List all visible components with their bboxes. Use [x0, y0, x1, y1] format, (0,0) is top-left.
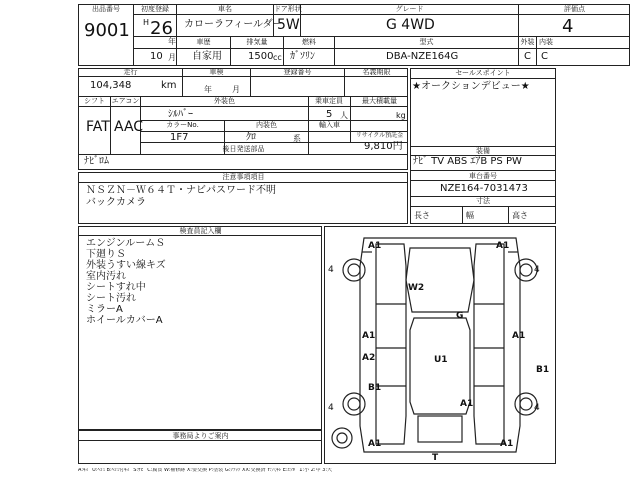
colorno-label: カラーNo.	[166, 121, 199, 129]
type-value: 自家用	[192, 51, 222, 62]
cc-label: 排気量	[246, 38, 268, 46]
mark-num-left-bot: 4	[328, 403, 334, 413]
color-label: 外装色	[214, 97, 235, 105]
len-label: 長さ	[414, 211, 430, 220]
inspector-note: ミラーA	[86, 304, 123, 315]
tax-value: 9,810円	[364, 141, 403, 152]
lot-number: 9001	[84, 20, 130, 41]
car-name: カローラフィールダー	[184, 19, 283, 30]
inspection-label: 車検	[209, 68, 224, 76]
lot-label: 出品番号	[92, 5, 120, 13]
office-label: 事務局よりご案内	[172, 432, 229, 440]
doors-label: ドア形状	[274, 5, 302, 13]
model-value: DBA-NZE164G	[386, 51, 459, 62]
intcolor-value: ｸﾛ	[246, 132, 256, 143]
type-label: 車歴	[196, 38, 211, 46]
ext-grade: C	[524, 51, 531, 62]
mark-num-right-bot: 4	[534, 403, 540, 413]
inspector-note: 室内汚れ	[86, 271, 126, 282]
later-label: 後日発送部品	[222, 145, 265, 153]
mark-num-right-top: 4	[534, 265, 540, 275]
seats-label: 乗車定員	[315, 97, 343, 105]
insp-year: 年	[204, 85, 212, 94]
mark-a1-ml: A1	[362, 331, 376, 341]
inspector-note: シートすれ中	[86, 282, 146, 293]
mark-a1-tr: A1	[496, 241, 510, 251]
sales-point: ★オークションデビュー★	[412, 81, 530, 92]
doors-value: 5W	[277, 17, 300, 33]
shift-value: FAT	[86, 119, 110, 135]
grade-label: グレード	[395, 5, 424, 13]
cc-unit: cc	[273, 53, 282, 62]
inspector-note: シート汚れ	[86, 293, 136, 304]
mark-w2: W2	[408, 283, 425, 293]
tax-label: リサイクル預託金	[355, 132, 404, 139]
equip-value: ﾅﾋﾞ TV ABS ｴｱB PS PW	[413, 156, 522, 167]
era: H	[143, 18, 150, 27]
frame-label: 車台番号	[469, 172, 497, 180]
regno-label: 登録番号	[283, 68, 312, 76]
wid-label: 幅	[466, 211, 474, 220]
int-grade: C	[541, 51, 548, 62]
inspector-label: 検査員記入欄	[179, 227, 222, 235]
seats-unit: 人	[340, 111, 348, 120]
mark-a1-mr: A1	[512, 331, 526, 341]
mark-a1-br: A1	[500, 439, 514, 449]
seats-value: 5	[326, 109, 333, 120]
caution-label: 注意事項項目	[222, 173, 265, 181]
reg-year: 26	[150, 18, 173, 39]
inspector-note: 下廻りＳ	[86, 249, 126, 260]
ext-label: 外装	[520, 38, 535, 46]
dims-label: 寸法	[476, 197, 490, 205]
import-unit: 系	[293, 134, 301, 143]
cc-value: 1500	[248, 51, 274, 62]
owner-label: 名義期限	[362, 68, 391, 76]
mark-a1-bm: A1	[460, 399, 474, 409]
import-label: 輸入車	[319, 121, 340, 129]
model-label: 型式	[419, 38, 434, 46]
mark-a1-bl: A1	[368, 439, 382, 449]
inspector-note: ホイールカバーA	[86, 315, 163, 326]
mark-u1: U1	[434, 355, 448, 365]
frame-value: NZE164-7031473	[440, 183, 528, 194]
inspector-note: エンジンルームＳ	[86, 238, 166, 249]
first-reg-label: 初度登録	[141, 5, 169, 13]
intcolor-label: 内装色	[256, 121, 277, 129]
inspector-note: 外装うすい線キズ	[86, 260, 166, 271]
colorno-value: 1F7	[170, 132, 189, 143]
mileage-unit: km	[161, 80, 177, 91]
mark-a1-tl: A1	[368, 241, 382, 251]
legend: A:ｷｽﾞ U:ﾍｺﾐ B:ﾍｺﾐ付ｷｽﾞ S:ｻﾋﾞ C:腐食 W:補修跡 X:要交換 P:塗装 G:ｸﾗｯｸ XX:交換済 Y:穴ｷﾚ E:ｴｸﾎﾞ 1:小 2:中 3:大	[78, 468, 333, 473]
grade-value: G 4WD	[386, 17, 435, 33]
mileage-label: 走行	[123, 68, 138, 76]
hei-label: 高さ	[512, 211, 528, 220]
mileage-value: 104,348	[90, 80, 132, 91]
fuel-label: 燃料	[302, 38, 316, 46]
equip-label: 装備	[476, 147, 490, 155]
load-unit: kg	[396, 111, 406, 120]
score-value: 4	[562, 16, 574, 37]
mark-t: T	[432, 453, 439, 463]
insp-month: 月	[232, 85, 240, 94]
load-label: 最大積載量	[362, 97, 397, 105]
shift-label: シフト	[84, 97, 105, 105]
caution-line-2: バックカメラ	[86, 197, 146, 208]
ac-label: エアコン	[111, 97, 140, 105]
year-unit: 年	[168, 37, 176, 46]
mark-g: G	[456, 311, 464, 321]
mark-b1-l: B1	[368, 383, 382, 393]
int-label: 内装	[539, 38, 553, 46]
later-value: ﾅﾋﾞﾛﾑ	[84, 156, 109, 167]
mark-b1-r: B1	[536, 365, 550, 375]
score-label: 評価点	[564, 5, 585, 13]
reg-month: 10	[150, 51, 163, 62]
inspector-notes	[86, 238, 166, 326]
sales-label: セールスポイント	[455, 69, 511, 77]
mark-a2: A2	[362, 353, 376, 363]
ac-value: AAC	[114, 119, 144, 135]
car-diagram	[324, 226, 556, 464]
fuel-value: ｶﾞｿﾘﾝ	[290, 51, 315, 62]
name-label: 車名	[218, 5, 232, 13]
caution-line-1: ＮＳＺＮ－Ｗ６４Ｔ・ナビパスワード不明	[86, 185, 276, 196]
color-value: ｼﾙﾊﾞｰ	[168, 109, 193, 120]
month-unit: 月	[168, 53, 176, 62]
mark-num-left-top: 4	[328, 265, 334, 275]
